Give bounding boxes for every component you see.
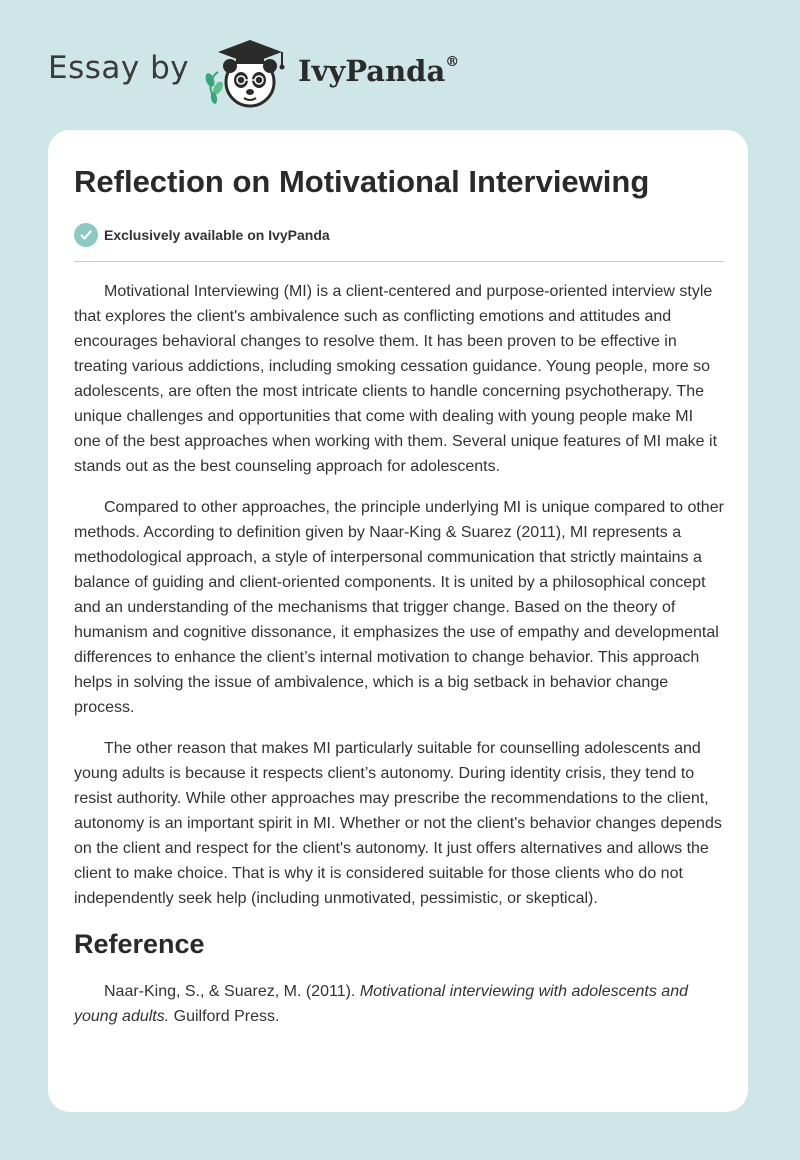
registered-mark: ®	[445, 54, 460, 71]
ivypanda-logo-icon[interactable]	[202, 36, 292, 110]
reference-book-title: Motivational interviewing with adolescents and young adults.	[74, 983, 688, 1025]
brand-text: IvyPanda	[298, 54, 446, 88]
site-header	[48, 36, 508, 110]
essay-by-label: Essay by	[48, 50, 190, 86]
paragraph: The other reason that makes MI particularly suitable for counselling adolescents and young adults is because it respects client’s autonomy. During identity crisis, they tend to resist authority. While other approaches may prescribe the recommendations to the client, autonomy is an important spirit in MI. Whether or not the client's behavior changes depends on the client and respect for the client's autonomy. It just offers alternatives and allows the client to make choice. That is why it is considered suitable for those clients who do not independently seek help (including unmotivated, pessimistic, or skeptical).	[74, 740, 722, 907]
reference-heading: Reference	[74, 929, 205, 959]
paragraph: Motivational Interviewing (MI) is a client-centered and purpose-oriented interview style that explores the client's ambivalence such as conflicting emotions and attitudes and encourages behavioral changes to resolve them. It has been proven to be effective in treating various addictions, including smoking cessation guidance. Young people, more so adolescents, are often the most intricate clients to handle concerning psychotherapy. The unique challenges and opportunities that come with dealing with young people make MI one of the best approaches when working with them. Several unique features of MI make it stands out as the best counseling approach for adolescents.	[74, 283, 718, 475]
check-icon	[74, 223, 98, 247]
reference-publisher: Guilford Press.	[169, 1008, 280, 1025]
reference-entry	[74, 979, 724, 1029]
brand-name[interactable]	[298, 54, 459, 88]
exclusive-badge	[74, 222, 330, 248]
reference-authors: Naar-King, S., & Suarez, M. (2011).	[104, 983, 360, 1000]
badge-label: Exclusively available on IvyPanda	[104, 227, 330, 243]
essay-body	[74, 279, 724, 1045]
divider	[74, 261, 724, 262]
page-title: Reflection on Motivational Interviewing	[74, 164, 650, 199]
essay-card	[48, 130, 748, 1112]
paragraph: Compared to other approaches, the principle underlying MI is unique compared to other methods. According to definition given by Naar-King & Suarez (2011), MI represents a methodological approach, a style of interpersonal communication that strictly maintains a balance of guiding and client-oriented components. It is united by a philosophical concept and an understanding of the mechanisms that trigger change. Based on the theory of humanism and cognitive dissonance, it emphasizes the use of empathy and developmental differences to enhance the client’s internal motivation to change behavior. This approach helps in solving the issue of ambivalence, which is a big setback in behavior change process.	[74, 499, 724, 716]
